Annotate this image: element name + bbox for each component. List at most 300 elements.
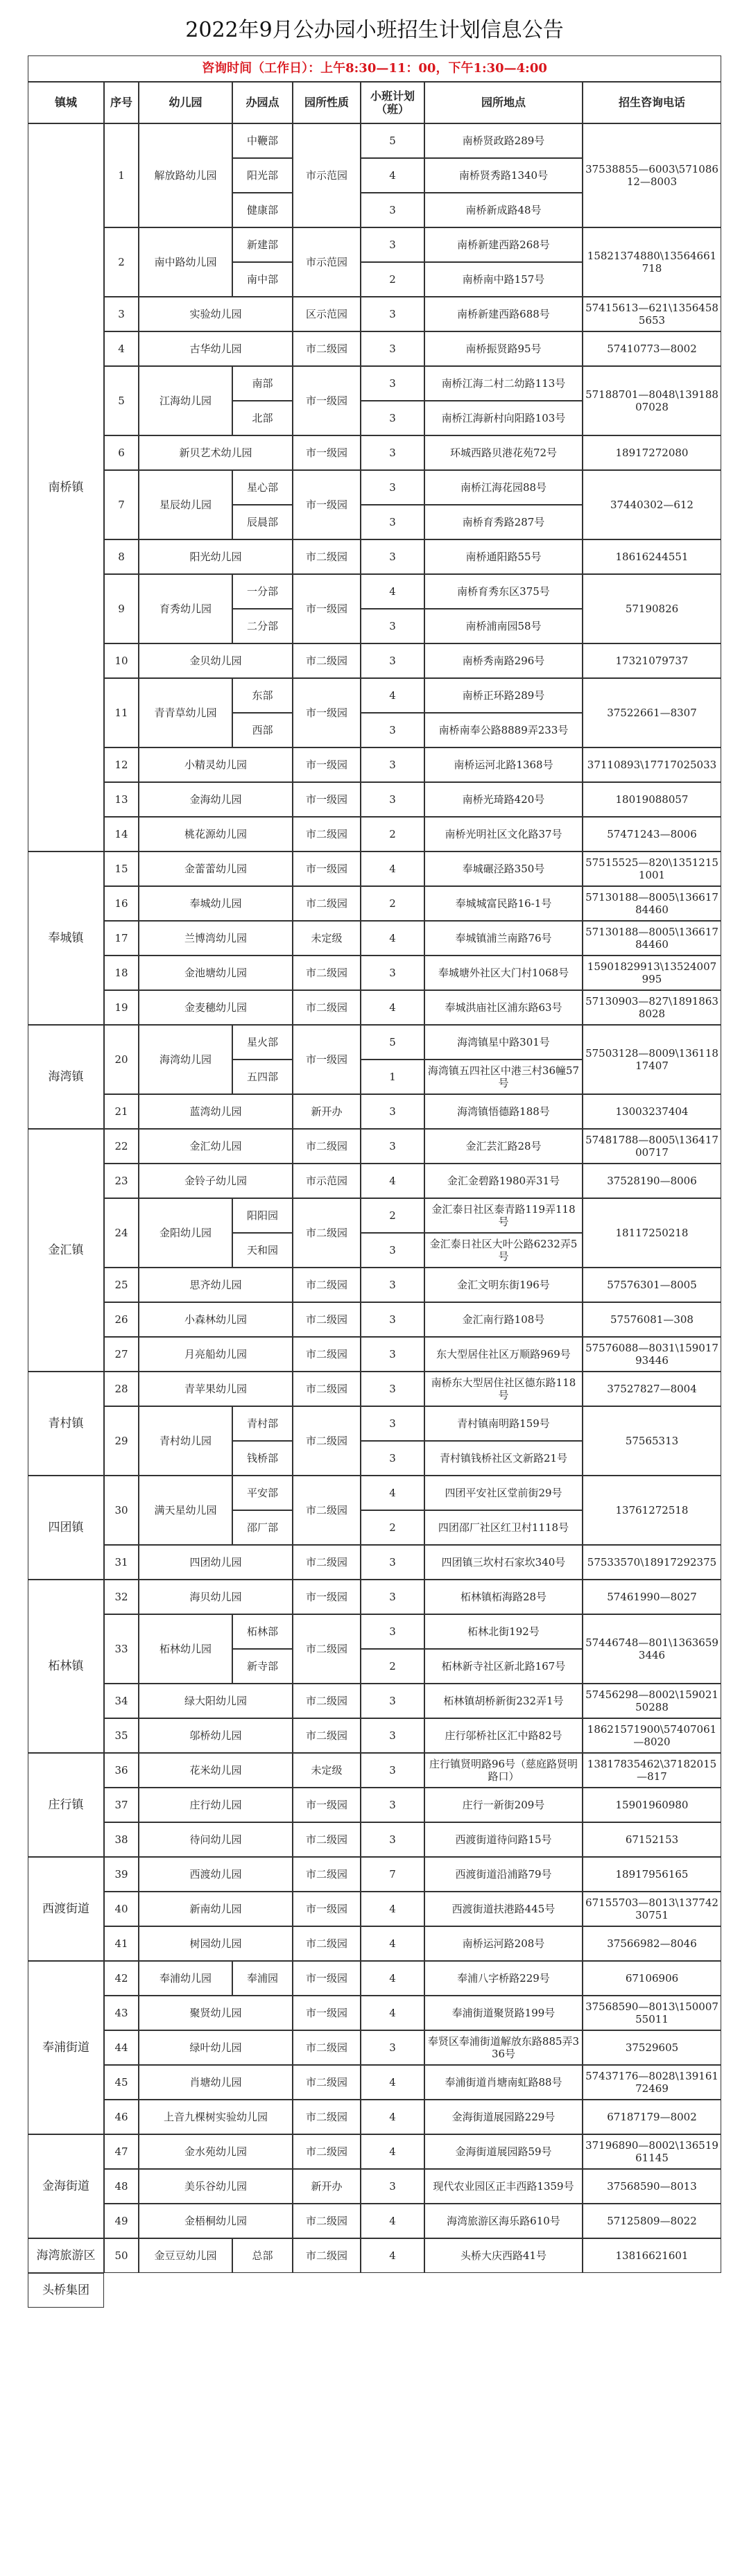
class-count: 3: [361, 1129, 424, 1164]
school-name: 聚贤幼儿园: [139, 1996, 293, 2030]
phone-number: 57533570\18917292375: [583, 1545, 721, 1580]
school-number: 35: [104, 1718, 139, 1753]
class-count: 3: [361, 401, 424, 435]
school-number: 34: [104, 1684, 139, 1718]
school-name: 满天星幼儿园: [139, 1476, 232, 1545]
campus-name: 新建部: [232, 227, 293, 262]
school-level: 市一级园: [293, 1580, 361, 1614]
campus-name: 柘林部: [232, 1614, 293, 1649]
school-number: 16: [104, 886, 139, 921]
class-count: 7: [361, 1857, 424, 1892]
town-cell: 庄行镇: [28, 1753, 104, 1857]
phone-number: 37522661—8307: [583, 678, 721, 747]
school-level: 市示范园: [293, 1164, 361, 1198]
school-address: 奉浦八字桥路229号: [424, 1961, 583, 1996]
school-address: 西渡街道扶港路445号: [424, 1892, 583, 1926]
class-count: 3: [361, 505, 424, 539]
phone-number: 37568590—8013: [583, 2169, 721, 2204]
school-name: 上音九棵树实验幼儿园: [139, 2100, 293, 2134]
school-address: 南桥光明社区文化路37号: [424, 817, 583, 852]
class-count: 3: [361, 193, 424, 227]
school-address: 西渡街道待问路15号: [424, 1822, 583, 1857]
school-address: 金汇金碧路1980弄31号: [424, 1164, 583, 1198]
school-name: 肖塘幼儿园: [139, 2065, 293, 2100]
school-level: 市一级园: [293, 747, 361, 782]
school-level: 市二级园: [293, 817, 361, 852]
school-number: 1: [104, 123, 139, 227]
school-level: 市二级园: [293, 1476, 361, 1545]
school-level: 市二级园: [293, 1302, 361, 1337]
phone-number: 67106906: [583, 1961, 721, 1996]
class-count: 3: [361, 1094, 424, 1129]
school-address: 奉浦街道聚贤路199号: [424, 1996, 583, 2030]
class-count: 3: [361, 539, 424, 574]
column-header: 办园点: [232, 82, 293, 123]
class-count: 3: [361, 1441, 424, 1476]
school-number: 27: [104, 1337, 139, 1372]
column-header: 序号: [104, 82, 139, 123]
school-name: 金蕾蕾幼儿园: [139, 852, 293, 886]
school-number: 9: [104, 574, 139, 643]
school-address: 头桥大庆西路41号: [424, 2238, 583, 2273]
column-header: 园所地点: [424, 82, 583, 123]
school-address: 南桥南奉公路8889弄233号: [424, 713, 583, 747]
class-count: 3: [361, 1822, 424, 1857]
school-number: 20: [104, 1025, 139, 1094]
column-header: 招生咨询电话: [583, 82, 721, 123]
campus-name: 阳阳园: [232, 1198, 293, 1233]
phone-number: 57130903—827\18918638028: [583, 990, 721, 1025]
school-level: 市二级园: [293, 956, 361, 990]
phone-number: 57130188—8005\13661784460: [583, 921, 721, 956]
school-number: 10: [104, 643, 139, 678]
school-address: 金汇泰日社区泰青路119弄118号: [424, 1198, 583, 1233]
school-name: 西渡幼儿园: [139, 1857, 293, 1892]
class-count: 3: [361, 227, 424, 262]
enrollment-table: [28, 55, 721, 2566]
school-level: 未定级: [293, 921, 361, 956]
phone-number: 57471243—8006: [583, 817, 721, 852]
column-header: 幼儿园: [139, 82, 232, 123]
school-name: 蓝湾幼儿园: [139, 1094, 293, 1129]
school-level: 市二级园: [293, 2238, 361, 2273]
school-number: 15: [104, 852, 139, 886]
school-name: 南中路幼儿园: [139, 227, 232, 297]
school-number: 21: [104, 1094, 139, 1129]
class-count: 3: [361, 470, 424, 505]
class-count: 3: [361, 747, 424, 782]
school-name: 月亮船幼儿园: [139, 1337, 293, 1372]
school-name: 美乐谷幼儿园: [139, 2169, 293, 2204]
class-count: 3: [361, 1614, 424, 1649]
campus-name: 天和园: [232, 1233, 293, 1268]
school-address: 金汇南行路108号: [424, 1302, 583, 1337]
phone-number: 13816621601: [583, 2238, 721, 2273]
school-number: 31: [104, 1545, 139, 1580]
class-count: 3: [361, 609, 424, 643]
town-cell: 柘林镇: [28, 1580, 104, 1753]
school-number: 18: [104, 956, 139, 990]
phone-number: 13003237404: [583, 1094, 721, 1129]
school-name: 金贝幼儿园: [139, 643, 293, 678]
class-count: 4: [361, 921, 424, 956]
school-address: 南桥正环路289号: [424, 678, 583, 713]
school-name: 金麦穗幼儿园: [139, 990, 293, 1025]
school-number: 2: [104, 227, 139, 297]
town-cell: 海湾镇: [28, 1025, 104, 1129]
class-count: 4: [361, 158, 424, 193]
school-name: 桃花源幼儿园: [139, 817, 293, 852]
school-address: 四团邵厂社区红卫村1118号: [424, 1510, 583, 1545]
town-cell: 南桥镇: [28, 123, 104, 852]
school-level: 市一级园: [293, 470, 361, 539]
phone-number: 57125809—8022: [583, 2204, 721, 2238]
campus-name: 北部: [232, 401, 293, 435]
school-number: 6: [104, 435, 139, 470]
campus-name: 青村部: [232, 1406, 293, 1441]
school-name: 奉浦幼儿园: [139, 1961, 232, 1996]
school-name: 金池塘幼儿园: [139, 956, 293, 990]
phone-number: 57461990—8027: [583, 1580, 721, 1614]
school-address: 柘林北街192号: [424, 1614, 583, 1649]
class-count: 4: [361, 1926, 424, 1961]
class-count: 3: [361, 1302, 424, 1337]
class-count: 4: [361, 1164, 424, 1198]
school-number: 13: [104, 782, 139, 817]
class-count: 4: [361, 2204, 424, 2238]
school-address: 南桥新成路48号: [424, 193, 583, 227]
consult-time-notice: 咨询时间（工作日）：上午8:30—11：00，下午1:30—4:00: [28, 55, 721, 82]
school-address: 南桥江海新村向阳路103号: [424, 401, 583, 435]
phone-number: 15901960980: [583, 1788, 721, 1822]
school-level: 区示范园: [293, 297, 361, 331]
phone-number: 17321079737: [583, 643, 721, 678]
class-count: 4: [361, 1476, 424, 1510]
school-name: 奉城幼儿园: [139, 886, 293, 921]
phone-number: 57576081—308: [583, 1302, 721, 1337]
phone-number: 37529605: [583, 2030, 721, 2065]
school-level: 市示范园: [293, 227, 361, 297]
school-address: 四团平安社区堂前街29号: [424, 1476, 583, 1510]
campus-name: 西部: [232, 713, 293, 747]
school-address: 海湾镇星中路301号: [424, 1025, 583, 1060]
class-count: 2: [361, 886, 424, 921]
campus-name: 一分部: [232, 574, 293, 609]
phone-number: 18117250218: [583, 1198, 721, 1268]
school-level: 市二级园: [293, 643, 361, 678]
campus-name: 辰晨部: [232, 505, 293, 539]
school-address: 青村镇南明路159号: [424, 1406, 583, 1441]
campus-name: 奉浦园: [232, 1961, 293, 1996]
phone-number: 37440302—612: [583, 470, 721, 539]
school-address: 南桥光琦路420号: [424, 782, 583, 817]
phone-number: 57190826: [583, 574, 721, 643]
phone-number: 57446748—801\13636593446: [583, 1614, 721, 1684]
school-name: 青青草幼儿园: [139, 678, 232, 747]
school-name: 小精灵幼儿园: [139, 747, 293, 782]
class-count: 5: [361, 123, 424, 158]
school-number: 12: [104, 747, 139, 782]
campus-name: 星火部: [232, 1025, 293, 1060]
school-name: 邬桥幼儿园: [139, 1718, 293, 1753]
school-address: 金汇泰日社区大叶公路6232弄5号: [424, 1233, 583, 1268]
school-level: 市二级园: [293, 1198, 361, 1268]
school-name: 待问幼儿园: [139, 1822, 293, 1857]
school-address: 南桥新建西路268号: [424, 227, 583, 262]
school-name: 青苹果幼儿园: [139, 1372, 293, 1406]
school-level: 市一级园: [293, 782, 361, 817]
school-address: 南桥育秀东区375号: [424, 574, 583, 609]
school-number: 25: [104, 1268, 139, 1302]
class-count: 4: [361, 2238, 424, 2273]
school-address: 南桥振贤路95号: [424, 331, 583, 366]
school-name: 新贝艺术幼儿园: [139, 435, 293, 470]
school-number: 45: [104, 2065, 139, 2100]
phone-number: 57410773—8002: [583, 331, 721, 366]
school-level: 市二级园: [293, 990, 361, 1025]
school-address: 奉城碾泾路350号: [424, 852, 583, 886]
town-cell: 海湾旅游区: [28, 2238, 104, 2273]
class-count: 3: [361, 956, 424, 990]
school-name: 金阳幼儿园: [139, 1198, 232, 1268]
school-address: 南桥秀南路296号: [424, 643, 583, 678]
school-number: 7: [104, 470, 139, 539]
school-name: 青村幼儿园: [139, 1406, 232, 1476]
school-address: 金汇芸汇路28号: [424, 1129, 583, 1164]
class-count: 2: [361, 262, 424, 297]
class-count: 3: [361, 1268, 424, 1302]
campus-name: 南部: [232, 366, 293, 401]
school-level: 市二级园: [293, 2100, 361, 2134]
school-name: 实验幼儿园: [139, 297, 293, 331]
school-number: 47: [104, 2134, 139, 2169]
school-number: 8: [104, 539, 139, 574]
campus-name: 新寺部: [232, 1649, 293, 1684]
class-count: 5: [361, 1025, 424, 1060]
campus-name: 钱桥部: [232, 1441, 293, 1476]
school-address: 柘林新寺社区新北路167号: [424, 1649, 583, 1684]
class-count: 3: [361, 643, 424, 678]
class-count: 3: [361, 1788, 424, 1822]
school-level: 市二级园: [293, 1268, 361, 1302]
school-address: 南桥东大型居住社区德东路118号: [424, 1372, 583, 1406]
town-cell: 西渡街道: [28, 1857, 104, 1961]
phone-number: 57576301—8005: [583, 1268, 721, 1302]
town-cell: 四团镇: [28, 1476, 104, 1580]
school-name: 海贝幼儿园: [139, 1580, 293, 1614]
school-name: 花米幼儿园: [139, 1753, 293, 1788]
school-address: 庄行镇贤明路96号（慈庭路贤明路口）: [424, 1753, 583, 1788]
school-level: 市一级园: [293, 678, 361, 747]
school-name: 思齐幼儿园: [139, 1268, 293, 1302]
school-address: 奉城城富民路16-1号: [424, 886, 583, 921]
school-address: 南桥江海花园88号: [424, 470, 583, 505]
school-address: 南桥运河北路1368号: [424, 747, 583, 782]
school-name: 绿大阳幼儿园: [139, 1684, 293, 1718]
school-level: 市二级园: [293, 1684, 361, 1718]
phone-number: 13761272518: [583, 1476, 721, 1545]
phone-number: 57576088—8031\15901793446: [583, 1337, 721, 1372]
school-name: 金海幼儿园: [139, 782, 293, 817]
school-number: 19: [104, 990, 139, 1025]
campus-name: 总部: [232, 2238, 293, 2273]
column-header: 镇城: [28, 82, 104, 123]
school-address: 海湾旅游区海乐路610号: [424, 2204, 583, 2238]
phone-number: 15821374880\13564661718: [583, 227, 721, 297]
school-name: 海湾幼儿园: [139, 1025, 232, 1094]
school-number: 23: [104, 1164, 139, 1198]
campus-name: 中鞭部: [232, 123, 293, 158]
school-level: 市一级园: [293, 1788, 361, 1822]
class-count: 3: [361, 1684, 424, 1718]
school-address: 金海街道展园路59号: [424, 2134, 583, 2169]
school-number: 38: [104, 1822, 139, 1857]
school-number: 32: [104, 1580, 139, 1614]
school-level: 市二级园: [293, 1337, 361, 1372]
phone-number: 57437176—8028\13916172469: [583, 2065, 721, 2100]
phone-number: 18917272080: [583, 435, 721, 470]
phone-number: 67152153: [583, 1822, 721, 1857]
school-level: 市二级园: [293, 1926, 361, 1961]
phone-number: 57565313: [583, 1406, 721, 1476]
school-name: 解放路幼儿园: [139, 123, 232, 227]
school-number: 26: [104, 1302, 139, 1337]
column-header: 小班计划（班）: [361, 82, 424, 123]
school-level: 市二级园: [293, 1718, 361, 1753]
school-number: 43: [104, 1996, 139, 2030]
school-address: 东大型居住社区万顺路969号: [424, 1337, 583, 1372]
school-level: 市一级园: [293, 366, 361, 435]
school-level: 市二级园: [293, 886, 361, 921]
school-number: 24: [104, 1198, 139, 1268]
class-count: 4: [361, 678, 424, 713]
school-name: 四团幼儿园: [139, 1545, 293, 1580]
class-count: 4: [361, 2100, 424, 2134]
class-count: 4: [361, 852, 424, 886]
class-count: 3: [361, 2030, 424, 2065]
school-number: 49: [104, 2204, 139, 2238]
school-level: 新开办: [293, 2169, 361, 2204]
school-number: 33: [104, 1614, 139, 1684]
town-cell: 奉城镇: [28, 852, 104, 1025]
school-number: 39: [104, 1857, 139, 1892]
school-level: 市二级园: [293, 2134, 361, 2169]
phone-number: 57503128—8009\13611817407: [583, 1025, 721, 1094]
school-level: 市二级园: [293, 2204, 361, 2238]
school-name: 绿叶幼儿园: [139, 2030, 293, 2065]
school-address: 南桥浦南园58号: [424, 609, 583, 643]
school-level: 市一级园: [293, 1996, 361, 2030]
school-number: 14: [104, 817, 139, 852]
page-title: 2022年9月公办园小班招生计划信息公告: [185, 18, 564, 42]
column-header: 园所性质: [293, 82, 361, 123]
class-count: 3: [361, 1718, 424, 1753]
town-cell: 奉浦街道: [28, 1961, 104, 2134]
school-address: 南桥江海二村二幼路113号: [424, 366, 583, 401]
school-name: 江海幼儿园: [139, 366, 232, 435]
school-address: 环城西路贝港花苑72号: [424, 435, 583, 470]
class-count: 3: [361, 435, 424, 470]
school-number: 46: [104, 2100, 139, 2134]
school-address: 海湾镇五四社区中港三村36幢57号: [424, 1060, 583, 1094]
school-address: 奉城塘外社区大门村1068号: [424, 956, 583, 990]
school-level: 新开办: [293, 1094, 361, 1129]
school-level: 市一级园: [293, 1961, 361, 1996]
phone-number: 18616244551: [583, 539, 721, 574]
campus-name: 二分部: [232, 609, 293, 643]
school-address: 海湾镇悟德路188号: [424, 1094, 583, 1129]
school-address: 奉浦街道肖塘南虹路88号: [424, 2065, 583, 2100]
school-name: 古华幼儿园: [139, 331, 293, 366]
school-number: 48: [104, 2169, 139, 2204]
class-count: 3: [361, 1337, 424, 1372]
school-number: 17: [104, 921, 139, 956]
school-number: 50: [104, 2238, 139, 2273]
school-level: 市二级园: [293, 2065, 361, 2100]
school-address: 南桥运河路208号: [424, 1926, 583, 1961]
school-name: 柘林幼儿园: [139, 1614, 232, 1684]
school-name: 小森林幼儿园: [139, 1302, 293, 1337]
school-address: 柘林镇胡桥新街232弄1号: [424, 1684, 583, 1718]
phone-number: 18621571900\57407061—8020: [583, 1718, 721, 1753]
phone-number: 57188701—8048\13918807028: [583, 366, 721, 435]
town-cell: 金海街道: [28, 2134, 104, 2238]
phone-number: 57130188—8005\13661784460: [583, 886, 721, 921]
phone-number: 18917956165: [583, 1857, 721, 1892]
school-address: 奉城镇浦兰南路76号: [424, 921, 583, 956]
school-number: 40: [104, 1892, 139, 1926]
school-level: 市二级园: [293, 1129, 361, 1164]
campus-name: 平安部: [232, 1476, 293, 1510]
phone-number: 67155703—8013\13774230751: [583, 1892, 721, 1926]
school-level: 市一级园: [293, 574, 361, 643]
school-level: 未定级: [293, 1753, 361, 1788]
school-level: 市二级园: [293, 1406, 361, 1476]
phone-number: 37568590—8013\15000755011: [583, 1996, 721, 2030]
school-address: 青村镇钱桥社区文新路21号: [424, 1441, 583, 1476]
phone-number: 57415613—621\13564585653: [583, 297, 721, 331]
phone-number: 18019088057: [583, 782, 721, 817]
phone-number: 37196890—8002\13651961145: [583, 2134, 721, 2169]
class-count: 3: [361, 1753, 424, 1788]
school-level: 市一级园: [293, 1025, 361, 1094]
school-name: 树园幼儿园: [139, 1926, 293, 1961]
class-count: 3: [361, 1580, 424, 1614]
school-name: 育秀幼儿园: [139, 574, 232, 643]
school-level: 市二级园: [293, 1614, 361, 1684]
school-number: 42: [104, 1961, 139, 1996]
school-level: 市二级园: [293, 1372, 361, 1406]
school-number: 11: [104, 678, 139, 747]
school-number: 37: [104, 1788, 139, 1822]
class-count: 4: [361, 990, 424, 1025]
school-number: 36: [104, 1753, 139, 1788]
class-count: 2: [361, 1510, 424, 1545]
school-level: 市二级园: [293, 539, 361, 574]
town-cell: 头桥集团: [28, 2273, 104, 2308]
school-address: 奉城洪庙社区浦东路63号: [424, 990, 583, 1025]
class-count: 4: [361, 1961, 424, 1996]
town-cell: 青村镇: [28, 1372, 104, 1476]
school-name: 金豆豆幼儿园: [139, 2238, 232, 2273]
class-count: 3: [361, 366, 424, 401]
phone-number: 37110893\17717025033: [583, 747, 721, 782]
school-name: 兰博湾幼儿园: [139, 921, 293, 956]
school-level: 市示范园: [293, 123, 361, 227]
class-count: 3: [361, 331, 424, 366]
class-count: 3: [361, 713, 424, 747]
school-level: 市一级园: [293, 435, 361, 470]
